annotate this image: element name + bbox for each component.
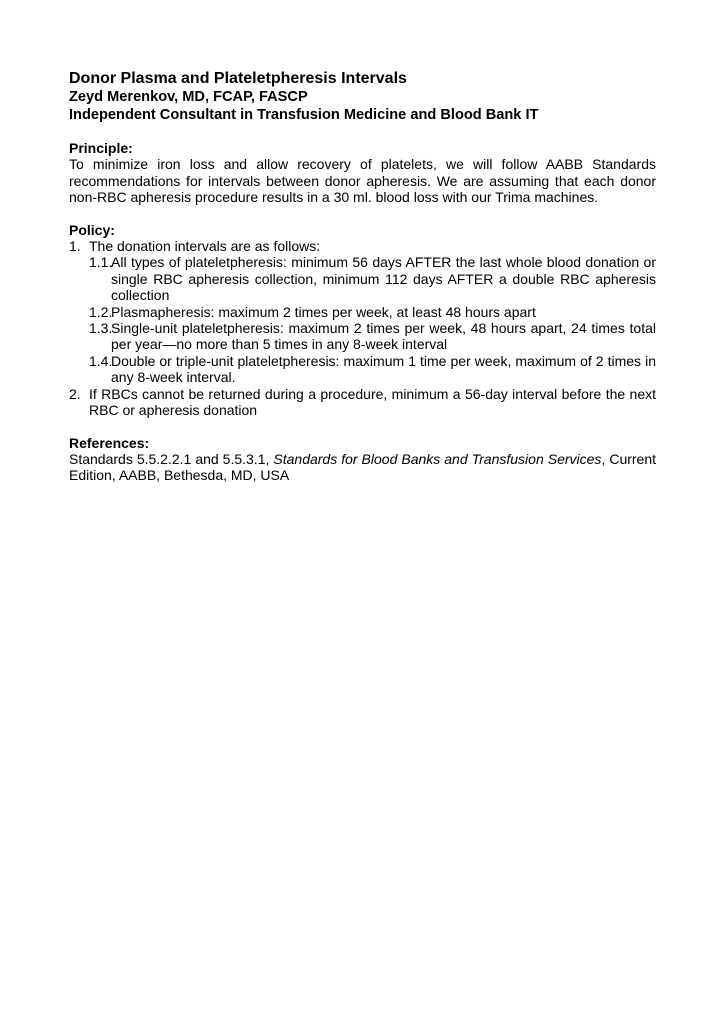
policy-subitem-number: 1.4. [89,352,113,369]
policy-heading: Policy: [69,221,115,238]
policy-subitem-text: All types of plateletpheresis: minimum 56 days AFTER the last whole blood donation or single RBC apheresis collection, minimum 112 days AFTER a double RBC apheresis collection [111,254,656,304]
affiliation-line: Independent Consultant in Transfusion Medicine and Blood Bank IT [69,107,539,123]
reference-prefix: Standards 5.5.2.2.1 and 5.5.3.1, [69,450,274,467]
principle-text: To minimize iron loss and allow recovery of platelets, we will follow AABB Standards recommendations for intervals between donor apheresis. We are assuming that each donor non-RBC apheresis procedure results in a 30 ml. blood loss with our Trima machines. [69,156,656,206]
reference-citation [69,451,656,484]
policy-subitem-number: 1.1. [89,254,113,271]
reference-title: Standards for Blood Banks and Transfusion Services [273,450,602,467]
references-section [69,435,656,484]
policy-subitem [69,304,656,320]
policy-item-number: 1. [69,238,81,255]
policy-subitem-text: Double or triple-unit plateletpheresis: maximum 1 time per week, maximum of 2 times in any 8-week interval. [111,352,656,386]
policy-item-text: The donation intervals are as follows: [89,238,321,255]
policy-subitem-text: Single-unit plateletpheresis: maximum 2 times per week, 48 hours apart, 24 times total per year—no more than 5 times in any 8-week interval [111,320,656,353]
policy-list [69,238,656,418]
policy-item-text: If RBCs cannot be returned during a procedure, minimum a 56-day interval before the next RBC or apheresis donation [89,385,656,419]
policy-sublist [69,254,656,385]
policy-subitem-text: Plasmapheresis: maximum 2 times per week, at least 48 hours apart [111,303,536,320]
document-page [69,70,656,484]
document-title: Donor Plasma and Plateletpheresis Intervals [69,70,407,87]
policy-subitem [69,353,656,386]
policy-item [69,386,656,419]
author-line: Zeyd Merenkov, MD, FCAP, FASCP [69,89,308,105]
policy-subitem [69,254,656,303]
policy-item [69,238,656,254]
reference-suffix: , Current Edition, AABB, Bethesda, MD, USA [69,450,657,484]
policy-subitem [69,320,656,353]
policy-section [69,222,656,419]
references-heading: References: [69,434,150,451]
policy-subitem-number: 1.3. [89,320,113,337]
policy-item-number: 2. [69,385,81,402]
principle-section [69,140,656,206]
policy-subitem-number: 1.2. [89,303,113,320]
principle-heading: Principle: [69,140,133,156]
